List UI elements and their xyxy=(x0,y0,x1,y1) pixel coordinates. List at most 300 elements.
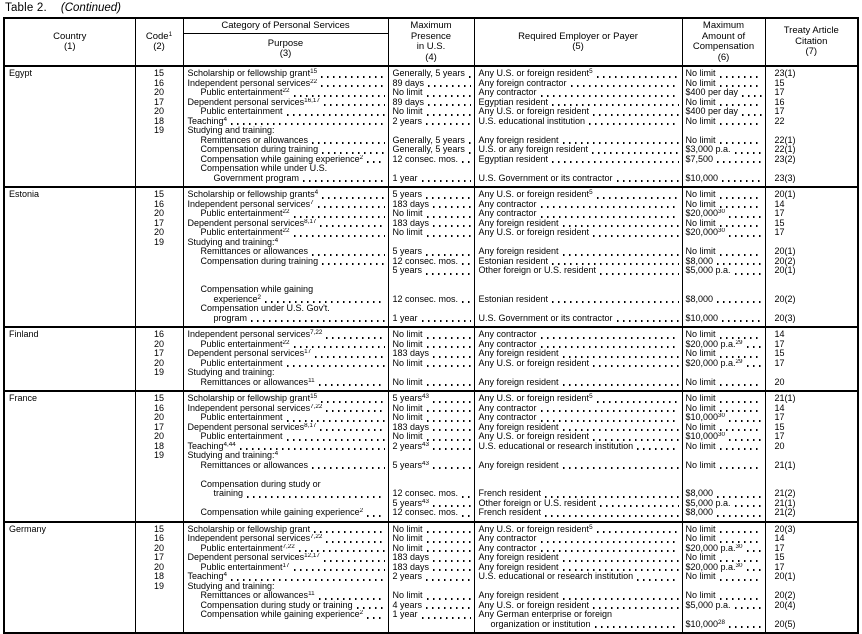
dot-leader xyxy=(720,104,762,106)
dot-leader xyxy=(427,235,471,237)
cell-code: 19 xyxy=(135,126,183,136)
dot-leader xyxy=(541,346,679,348)
cell-treaty-citation: 15 xyxy=(765,79,858,89)
dot-leader xyxy=(717,301,761,303)
dot-leader xyxy=(720,560,762,562)
cell-code xyxy=(135,461,183,471)
cell-max-compensation: $20,000$^{30}$ xyxy=(682,209,765,219)
cell-code: 19 xyxy=(135,451,183,461)
dot-leader xyxy=(326,410,384,412)
dot-leader xyxy=(427,114,471,116)
cell-employer: Any contractor xyxy=(474,404,682,414)
dot-leader xyxy=(722,320,761,322)
cell-employer: Any U.S. or foreign resident xyxy=(474,228,682,238)
cell-code: 17 xyxy=(135,423,183,433)
dot-leader xyxy=(320,225,384,227)
country-section xyxy=(4,391,858,522)
dot-leader xyxy=(729,439,761,441)
cell-max-compensation: $20,000$^{30}$ xyxy=(682,228,765,238)
dot-leader xyxy=(433,467,470,469)
dot-leader xyxy=(720,467,762,469)
dot-leader xyxy=(422,617,471,619)
cell-max-presence: 5 years xyxy=(388,187,474,200)
cell-max-presence: 4 years xyxy=(388,601,474,611)
dot-leader xyxy=(729,235,761,237)
dot-leader xyxy=(720,448,762,450)
dot-leader xyxy=(462,161,470,163)
dot-leader xyxy=(426,579,470,581)
cell-max-presence: 2 years$^{43}$ xyxy=(388,442,474,452)
cell-max-presence: No limit xyxy=(388,522,474,535)
cell-treaty-citation: 15 xyxy=(765,219,858,229)
dot-leader xyxy=(597,401,679,403)
cell-max-compensation: $10,000$^{30}$ xyxy=(682,413,765,423)
cell-purpose: Public entertainment$^{22}$ xyxy=(183,340,388,350)
dot-leader xyxy=(433,560,470,562)
cell-max-presence: No limit xyxy=(388,228,474,238)
cell-max-presence: 1 year xyxy=(388,610,474,633)
cell-purpose: Remittances or allowances$^{11}$ xyxy=(183,591,388,601)
cell-purpose: Compensation during training xyxy=(183,145,388,155)
cell-treaty-citation: 15 xyxy=(765,423,858,433)
cell-max-compensation: No limit xyxy=(682,349,765,359)
cell-treaty-citation: 20(5) xyxy=(765,610,858,633)
cell-treaty-citation: 20(2) xyxy=(765,257,858,267)
cell-purpose: Dependent personal services$^{12,17}$ xyxy=(183,553,388,563)
cell-purpose: Compensation while under U.S. Government program xyxy=(183,164,388,187)
cell-employer: Any contractor xyxy=(474,534,682,544)
cell-employer: Any foreign resident xyxy=(474,423,682,433)
cell-employer: Any foreign resident xyxy=(474,563,682,573)
dot-leader xyxy=(563,254,679,256)
cell-purpose: Compensation while gaining experience$^2$ xyxy=(183,610,388,633)
dot-leader xyxy=(322,197,384,199)
cell-max-compensation: $20,000 p.a.$^{30}$ xyxy=(682,563,765,573)
dot-leader xyxy=(427,384,471,386)
cell-employer: Any U.S. or foreign resident$^5$ xyxy=(474,187,682,200)
dot-leader xyxy=(720,142,762,144)
cell-code: 20 xyxy=(135,88,183,98)
cell-employer: Any contractor xyxy=(474,544,682,554)
dot-leader xyxy=(735,273,762,275)
dot-leader xyxy=(265,301,384,303)
cell-code: 20 xyxy=(135,359,183,369)
dot-leader xyxy=(462,263,470,265)
dot-leader xyxy=(593,439,678,441)
cell-purpose: Compensation while gaining experience$^2$ xyxy=(183,508,388,522)
cell-purpose: Studying and training: xyxy=(183,582,388,592)
cell-treaty-citation: 16 xyxy=(765,98,858,108)
dot-leader xyxy=(322,152,384,154)
cell-max-compensation: No limit xyxy=(682,553,765,563)
cell-max-compensation xyxy=(682,451,765,461)
table-row xyxy=(4,187,858,200)
dot-leader xyxy=(322,263,384,265)
cell-max-compensation: No limit xyxy=(682,522,765,535)
cell-max-compensation: $8,000 xyxy=(682,276,765,305)
cell-purpose: Dependent personal services$^{16,17}$ xyxy=(183,98,388,108)
cell-max-presence xyxy=(388,451,474,461)
dot-leader xyxy=(541,550,679,552)
cell-treaty-citation: 23(3) xyxy=(765,164,858,187)
cell-purpose: Compensation while gaining experience$^2$ xyxy=(183,276,388,305)
cell-country xyxy=(4,66,135,187)
dot-leader xyxy=(433,401,470,403)
cell-purpose: Studying and training: xyxy=(183,368,388,378)
cell-code: 19 xyxy=(135,368,183,378)
cell-employer: U.S. educational or research institution xyxy=(474,442,682,452)
cell-employer: Any foreign resident xyxy=(474,591,682,601)
cell-treaty-citation: 14 xyxy=(765,404,858,414)
header-treaty-citation: Treaty Article Citation (7) xyxy=(765,18,858,66)
cell-employer: Other foreign or U.S. resident xyxy=(474,266,682,276)
cell-max-compensation: No limit xyxy=(682,378,765,392)
cell-employer: Egyptian resident xyxy=(474,98,682,108)
cell-treaty-citation: 17 xyxy=(765,228,858,238)
cell-code: 18 xyxy=(135,442,183,452)
cell-max-presence: 183 days xyxy=(388,423,474,433)
cell-max-compensation: $20,000 p.a.$^{29}$ xyxy=(682,359,765,369)
dot-leader xyxy=(563,225,679,227)
dot-leader xyxy=(563,356,679,358)
cell-treaty-citation: 21(1) xyxy=(765,461,858,471)
dot-leader xyxy=(747,346,762,348)
dot-leader xyxy=(426,197,470,199)
cell-code: 16 xyxy=(135,534,183,544)
dot-leader xyxy=(312,142,384,144)
dot-leader xyxy=(717,515,761,517)
cell-employer: U.S. educational or research institution xyxy=(474,572,682,582)
dot-leader xyxy=(321,401,384,403)
cell-max-presence: 183 days xyxy=(388,219,474,229)
dot-leader xyxy=(720,429,762,431)
cell-employer: Estonian resident xyxy=(474,276,682,305)
table-row xyxy=(4,66,858,79)
dot-leader xyxy=(433,429,470,431)
cell-max-compensation: No limit xyxy=(682,247,765,257)
dot-leader xyxy=(427,216,471,218)
cell-treaty-citation: 22 xyxy=(765,117,858,127)
cell-employer: Any U.S. or foreign resident xyxy=(474,601,682,611)
dot-leader xyxy=(287,114,385,116)
cell-purpose: Compensation during training xyxy=(183,257,388,267)
cell-max-compensation: $400 per day xyxy=(682,107,765,117)
cell-treaty-citation: 14 xyxy=(765,534,858,544)
cell-code: 19 xyxy=(135,238,183,248)
cell-treaty-citation xyxy=(765,238,858,248)
dot-leader xyxy=(720,197,762,199)
cell-purpose: Teaching$^4$ xyxy=(183,572,388,582)
cell-max-compensation: $10,000$^{28}$ xyxy=(682,610,765,633)
dot-leader xyxy=(717,161,761,163)
dot-leader xyxy=(729,420,761,422)
cell-employer: U.S. educational institution xyxy=(474,117,682,127)
cell-code xyxy=(135,145,183,155)
cell-employer: Any contractor xyxy=(474,88,682,98)
cell-max-compensation: No limit xyxy=(682,187,765,200)
cell-max-presence: No limit xyxy=(388,534,474,544)
cell-employer xyxy=(474,451,682,461)
cell-treaty-citation xyxy=(765,451,858,461)
cell-max-presence: 183 days xyxy=(388,349,474,359)
cell-code: 15 xyxy=(135,66,183,79)
cell-purpose: Independent personal services$^{7,22}$ xyxy=(183,404,388,414)
dot-leader xyxy=(320,429,384,431)
cell-purpose: Public entertainment xyxy=(183,413,388,423)
dot-leader xyxy=(315,356,384,358)
cell-max-compensation: $8,000 xyxy=(682,508,765,522)
cell-purpose: Compensation while gaining experience$^2$ xyxy=(183,155,388,165)
cell-purpose: Scholarship or fellowship grant$^{15}$ xyxy=(183,66,388,79)
cell-max-compensation: No limit xyxy=(682,200,765,210)
dot-leader xyxy=(422,180,471,182)
cell-max-compensation xyxy=(682,582,765,592)
cell-treaty-citation: 23(1) xyxy=(765,66,858,79)
dot-leader xyxy=(318,206,385,208)
cell-purpose: Independent personal services$^7$ xyxy=(183,200,388,210)
cell-purpose xyxy=(183,266,388,276)
dot-leader xyxy=(231,123,384,125)
dot-leader xyxy=(240,448,385,450)
dot-leader xyxy=(563,142,679,144)
dot-leader xyxy=(294,569,385,571)
cell-code xyxy=(135,591,183,601)
cell-treaty-citation: 17 xyxy=(765,544,858,554)
dot-leader xyxy=(251,320,384,322)
dot-leader xyxy=(720,225,762,227)
cell-employer: Any foreign resident xyxy=(474,247,682,257)
cell-treaty-citation: 15 xyxy=(765,349,858,359)
dot-leader xyxy=(433,206,470,208)
dot-leader xyxy=(720,531,762,533)
dot-leader xyxy=(637,448,678,450)
cell-max-presence: No limit xyxy=(388,378,474,392)
cell-employer: Any U.S. or foreign resident xyxy=(474,359,682,369)
cell-max-compensation: No limit xyxy=(682,66,765,79)
cell-purpose: Dependent personal services$^{8,17}$ xyxy=(183,423,388,433)
cell-treaty-citation: 17 xyxy=(765,209,858,219)
dot-leader xyxy=(720,579,762,581)
cell-purpose: Compensation during study or training xyxy=(183,470,388,499)
country-section xyxy=(4,327,858,391)
cell-purpose xyxy=(183,499,388,509)
cell-employer: Any U.S. or foreign resident xyxy=(474,107,682,117)
header-category: Category of Personal Services xyxy=(183,18,388,33)
cell-treaty-citation: 20(1) xyxy=(765,247,858,257)
dot-leader xyxy=(294,216,385,218)
cell-employer: Any foreign resident xyxy=(474,378,682,392)
dot-leader xyxy=(427,410,471,412)
cell-treaty-citation: 22(1) xyxy=(765,136,858,146)
cell-treaty-citation: 21(2) xyxy=(765,470,858,499)
cell-code: 20 xyxy=(135,432,183,442)
cell-code xyxy=(135,276,183,305)
cell-employer: Any U.S. or foreign resident$^5$ xyxy=(474,522,682,535)
cell-treaty-citation: 20(2) xyxy=(765,276,858,305)
header-purpose: Purpose (3) xyxy=(183,33,388,66)
dot-leader xyxy=(720,598,762,600)
country-section xyxy=(4,522,858,634)
cell-purpose: Compensation during study or training xyxy=(183,601,388,611)
cell-code: 18 xyxy=(135,572,183,582)
cell-max-presence: 2 years xyxy=(388,117,474,127)
dot-leader xyxy=(247,496,384,498)
cell-purpose: Independent personal services$^{7,22}$ xyxy=(183,534,388,544)
cell-employer: Estonian resident xyxy=(474,257,682,267)
header-code: Code$^1$ (2) xyxy=(135,18,183,66)
cell-max-compensation: No limit xyxy=(682,591,765,601)
dot-leader xyxy=(469,142,471,144)
cell-purpose: Public entertainment$^{22}$ xyxy=(183,88,388,98)
dot-leader xyxy=(326,337,384,339)
header-country: Country (1) xyxy=(4,18,135,66)
cell-treaty-citation: 17 xyxy=(765,413,858,423)
cell-employer: French resident xyxy=(474,508,682,522)
dot-leader xyxy=(593,607,678,609)
cell-max-presence: No limit xyxy=(388,359,474,369)
dot-leader xyxy=(312,254,384,256)
cell-treaty-citation: 17 xyxy=(765,340,858,350)
dot-leader xyxy=(720,85,762,87)
cell-treaty-citation: 17 xyxy=(765,359,858,369)
cell-max-presence: 89 days xyxy=(388,98,474,108)
dot-leader xyxy=(617,320,679,322)
dot-leader xyxy=(428,104,470,106)
dot-leader xyxy=(427,439,471,441)
cell-purpose: Dependent personal services$^{17}$ xyxy=(183,349,388,359)
country-section xyxy=(4,66,858,187)
cell-treaty-citation: 20(2) xyxy=(765,591,858,601)
cell-max-presence xyxy=(388,368,474,378)
cell-max-presence: 1 year xyxy=(388,164,474,187)
cell-max-presence: No limit xyxy=(388,340,474,350)
cell-employer: Any foreign contractor xyxy=(474,79,682,89)
dot-leader xyxy=(433,569,470,571)
cell-purpose: Public entertainment xyxy=(183,432,388,442)
cell-purpose: Studying and training: xyxy=(183,126,388,136)
cell-employer: Any foreign resident xyxy=(474,461,682,471)
dot-leader xyxy=(742,95,761,97)
dot-leader xyxy=(563,384,679,386)
dot-leader xyxy=(571,85,679,87)
cell-purpose: Public entertainment xyxy=(183,107,388,117)
dot-leader xyxy=(720,76,762,78)
dot-leader xyxy=(742,114,761,116)
country-label: Finland xyxy=(9,329,39,339)
cell-treaty-citation xyxy=(765,126,858,136)
dot-leader xyxy=(722,180,761,182)
cell-max-compensation: No limit xyxy=(682,98,765,108)
cell-max-compensation: $8,000 xyxy=(682,257,765,267)
cell-code xyxy=(135,155,183,165)
dot-leader xyxy=(595,626,679,628)
cell-max-presence: No limit xyxy=(388,209,474,219)
cell-purpose: Remittances or allowances$^{11}$ xyxy=(183,378,388,392)
cell-max-presence: 5 years$^{43}$ xyxy=(388,461,474,471)
cell-code xyxy=(135,304,183,327)
cell-max-compensation: No limit xyxy=(682,461,765,471)
continued-label: (Continued) xyxy=(60,2,121,14)
dot-leader xyxy=(735,152,762,154)
dot-leader xyxy=(720,410,762,412)
cell-treaty-citation: 20 xyxy=(765,378,858,392)
header-max-presence: Maximum Presence in U.S. (4) xyxy=(388,18,474,66)
cell-employer: Any foreign resident xyxy=(474,553,682,563)
dot-leader xyxy=(720,356,762,358)
dot-leader xyxy=(324,104,385,106)
cell-treaty-citation: 14 xyxy=(765,200,858,210)
cell-max-compensation: No limit xyxy=(682,79,765,89)
cell-code xyxy=(135,601,183,611)
cell-employer: Any contractor xyxy=(474,413,682,423)
table-row xyxy=(4,522,858,535)
cell-max-compensation: $8,000 xyxy=(682,470,765,499)
dot-leader xyxy=(427,95,471,97)
dot-leader xyxy=(541,206,679,208)
cell-employer: Any foreign resident xyxy=(474,136,682,146)
cell-max-compensation: $5,000 p.a. xyxy=(682,266,765,276)
cell-code: 20 xyxy=(135,563,183,573)
cell-code: 16 xyxy=(135,200,183,210)
dot-leader xyxy=(287,420,385,422)
country-label: France xyxy=(9,393,38,403)
dot-leader xyxy=(720,337,762,339)
dot-leader xyxy=(422,320,471,322)
dot-leader xyxy=(717,263,761,265)
cell-purpose: Scholarship or fellowship grants$^4$ xyxy=(183,187,388,200)
dot-leader xyxy=(299,550,385,552)
cell-code: 20 xyxy=(135,413,183,423)
dot-leader xyxy=(469,76,471,78)
cell-treaty-citation: 20(3) xyxy=(765,304,858,327)
dot-leader xyxy=(617,180,679,182)
cell-purpose: Remittances or allowances xyxy=(183,136,388,146)
dot-leader xyxy=(600,273,678,275)
page-title xyxy=(3,1,859,17)
cell-max-compensation: No limit xyxy=(682,572,765,582)
cell-code: 18 xyxy=(135,117,183,127)
cell-max-compensation xyxy=(682,238,765,248)
dot-leader xyxy=(426,273,470,275)
dot-leader xyxy=(563,569,679,571)
cell-max-compensation: No limit xyxy=(682,534,765,544)
cell-max-compensation: $7,500 xyxy=(682,155,765,165)
cell-max-presence: 12 consec. mos. xyxy=(388,470,474,499)
cell-max-compensation xyxy=(682,368,765,378)
dot-leader xyxy=(600,505,678,507)
cell-max-compensation: $5,000 p.a. xyxy=(682,499,765,509)
dot-leader xyxy=(427,598,471,600)
cell-max-presence: 12 consec. mos. xyxy=(388,155,474,165)
dot-leader xyxy=(231,579,384,581)
cell-purpose: Teaching$^{4,44}$ xyxy=(183,442,388,452)
dot-leader xyxy=(324,560,385,562)
dot-leader xyxy=(427,420,471,422)
cell-code: 17 xyxy=(135,219,183,229)
dot-leader xyxy=(367,617,384,619)
cell-purpose: Dependent personal services$^{8,17}$ xyxy=(183,219,388,229)
cell-treaty-citation: 21(1) xyxy=(765,499,858,509)
cell-max-presence: 12 consec. mos. xyxy=(388,257,474,267)
dot-leader xyxy=(593,235,678,237)
cell-code: 15 xyxy=(135,522,183,535)
cell-max-presence: No limit xyxy=(388,591,474,601)
cell-max-compensation: $5,000 p.a. xyxy=(682,601,765,611)
dot-leader xyxy=(717,496,761,498)
cell-employer: Any contractor xyxy=(474,200,682,210)
dot-leader xyxy=(747,569,762,571)
cell-purpose: Independent personal services$^{7,22}$ xyxy=(183,327,388,340)
